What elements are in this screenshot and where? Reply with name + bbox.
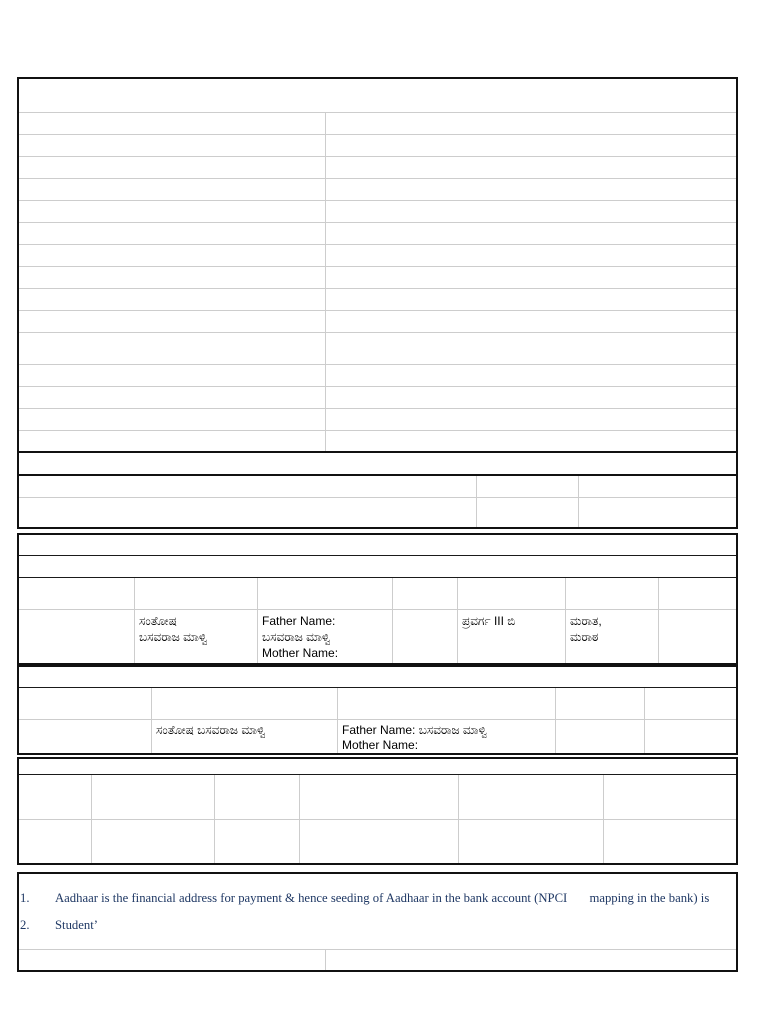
table-cell	[326, 157, 736, 178]
applicant-name-line: ಬಸವರಾಜ ಮಾಳ್ವಿ	[139, 630, 208, 644]
section-header-row	[19, 535, 736, 556]
form-section-3	[17, 665, 738, 755]
table-cell	[604, 775, 736, 819]
table-cell	[326, 289, 736, 310]
note-item	[19, 885, 736, 912]
name-cell	[135, 610, 258, 663]
table-row	[19, 311, 736, 333]
note-number: 1.	[20, 891, 30, 905]
table-row	[19, 365, 736, 387]
table-cell	[393, 610, 458, 663]
table-cell	[258, 578, 393, 609]
table-cell	[92, 820, 215, 863]
table-cell	[326, 387, 736, 408]
section-header-row	[19, 759, 736, 775]
table-cell	[19, 409, 326, 430]
section-header-row	[19, 667, 736, 688]
table-header-row	[19, 578, 736, 610]
note-text: Aadhaar is the financial address for payment & hence seeding of Aadhaar in the bank account (NPCI mapping in the bank) is	[55, 891, 710, 905]
table-cell	[19, 179, 326, 200]
form-section-4	[17, 757, 738, 865]
notes-row	[19, 874, 736, 950]
table-cell	[604, 820, 736, 863]
table-cell	[477, 476, 579, 497]
note-item	[19, 912, 736, 939]
table-row	[19, 157, 736, 179]
applicant-name: ಸಂತೋಷ ಬಸವರಾಜ ಮಾಳ್ವಿ	[156, 723, 266, 737]
table-cell	[19, 223, 326, 244]
parents-cell	[338, 720, 556, 753]
notes-list	[19, 874, 736, 949]
table-row	[19, 610, 736, 663]
table-row	[19, 556, 736, 578]
table-cell	[579, 476, 736, 497]
table-row	[19, 289, 736, 311]
table-cell	[459, 775, 604, 819]
table-row	[19, 950, 736, 970]
table-cell	[19, 775, 92, 819]
table-cell	[19, 498, 477, 527]
table-row	[19, 113, 736, 135]
table-row	[19, 223, 736, 245]
caste-line: ಮರಾತ,	[570, 614, 602, 628]
mother-name-label: Mother Name:	[342, 738, 419, 752]
table-header-row	[19, 775, 736, 820]
table-cell	[19, 201, 326, 222]
table-row	[19, 431, 736, 453]
caste-line: ಮರಾಠ	[570, 630, 599, 644]
form-section-1	[17, 77, 738, 529]
table-row	[19, 267, 736, 289]
table-cell	[326, 365, 736, 386]
table-row	[19, 135, 736, 157]
table-cell	[326, 267, 736, 288]
table-cell	[19, 476, 477, 497]
table-cell	[135, 578, 258, 609]
table-cell	[152, 688, 338, 719]
table-row	[19, 409, 736, 431]
father-name-line	[342, 723, 552, 738]
table-cell	[458, 578, 566, 609]
father-name: ಬಸವರಾಜ ಮಾಳ್ವಿ	[262, 630, 331, 644]
caste-cell	[566, 610, 659, 663]
category-value: ಪ್ರವರ್ಗ III ಬಿ	[462, 614, 516, 628]
table-cell	[19, 365, 326, 386]
table-row	[19, 179, 736, 201]
table-cell	[326, 201, 736, 222]
table-cell	[300, 775, 459, 819]
table-cell	[19, 135, 326, 156]
table-cell	[19, 688, 152, 719]
table-cell	[556, 720, 645, 753]
table-row	[19, 333, 736, 365]
table-cell	[556, 688, 645, 719]
table-cell	[19, 950, 326, 970]
table-cell	[659, 578, 736, 609]
mother-name-label: Mother Name:	[262, 646, 339, 660]
table-cell	[326, 179, 736, 200]
table-cell	[338, 688, 556, 719]
table-cell	[579, 498, 736, 527]
note-number: 2.	[20, 918, 30, 932]
table-cell	[19, 387, 326, 408]
table-cell	[19, 113, 326, 134]
table-cell	[215, 820, 300, 863]
parents-cell	[258, 610, 393, 663]
table-row	[19, 201, 736, 223]
father-name: ಬಸವರಾಜ ಮಾಳ್ವಿ	[418, 723, 488, 737]
table-cell	[326, 113, 736, 134]
table-row	[19, 245, 736, 267]
table-row	[19, 498, 736, 527]
father-name-label: Father Name:	[262, 614, 336, 628]
table-cell	[659, 610, 736, 663]
table-row	[19, 720, 736, 753]
section-header-row	[19, 79, 736, 113]
table-row	[19, 820, 736, 863]
table-cell	[326, 409, 736, 430]
form-section-5	[17, 872, 738, 972]
table-cell	[19, 610, 135, 663]
table-cell	[393, 578, 458, 609]
table-cell	[19, 333, 326, 364]
note-text: Student’	[55, 918, 98, 932]
table-cell	[326, 333, 736, 364]
table-header-row	[19, 688, 736, 720]
table-cell	[326, 245, 736, 266]
table-cell	[326, 135, 736, 156]
section-header-row	[19, 453, 736, 476]
name-cell	[152, 720, 338, 753]
table-cell	[326, 223, 736, 244]
table-cell	[645, 720, 736, 753]
table-cell	[326, 950, 736, 970]
table-cell	[215, 775, 300, 819]
table-row	[19, 476, 736, 498]
applicant-name-line: ಸಂತೋಷ	[139, 614, 177, 628]
category-cell	[458, 610, 566, 663]
table-cell	[19, 311, 326, 332]
table-cell	[19, 431, 326, 451]
table-cell	[19, 720, 152, 753]
form-section-2	[17, 533, 738, 665]
table-cell	[645, 688, 736, 719]
table-cell	[326, 431, 736, 451]
table-cell	[19, 245, 326, 266]
table-cell	[459, 820, 604, 863]
table-cell	[300, 820, 459, 863]
table-cell	[19, 289, 326, 310]
father-name-label: Father Name:	[342, 723, 416, 737]
table-cell	[326, 311, 736, 332]
table-cell	[19, 820, 92, 863]
table-row	[19, 387, 736, 409]
table-cell	[566, 578, 659, 609]
table-cell	[477, 498, 579, 527]
table-cell	[19, 157, 326, 178]
table-cell	[19, 578, 135, 609]
table-cell	[19, 267, 326, 288]
table-cell	[92, 775, 215, 819]
